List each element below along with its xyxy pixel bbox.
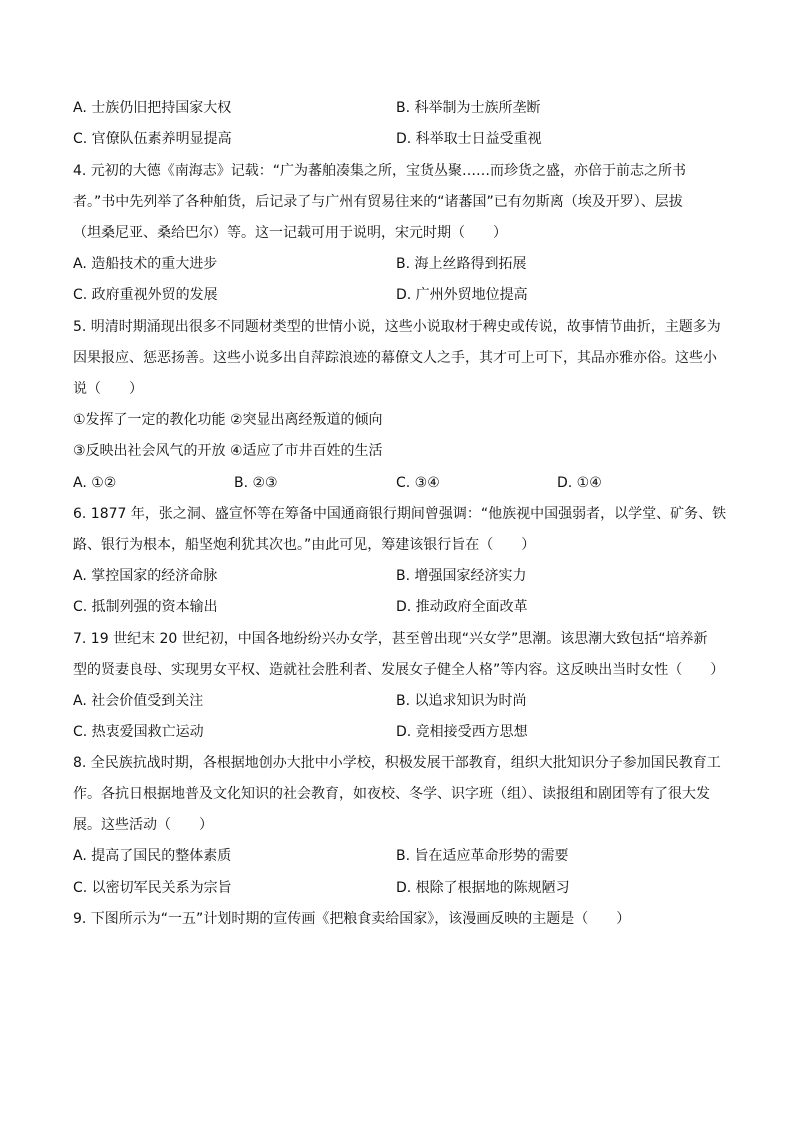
question-4-line-3: （坦桑尼亚、桑给巴尔）等。这一记载可用于说明，宋元时期（ ） (73, 225, 507, 241)
question-4-line-2: 者。”书中先列举了各种舶货，后记录了与广州有贸易往来的“诸蕃国”已有勿斯离（埃及开罗）、层拔 (73, 194, 683, 210)
question-6-option-c: C. 抵制列强的资本输出 (73, 599, 218, 615)
question-5-option-d: D. ①④ (557, 475, 602, 491)
question-5-line-1: 5. 明清时期涌现出很多不同题材类型的世情小说，这些小说取材于稗史或传说，故事情节曲折，主题多为 (73, 319, 721, 335)
question-6-line-2: 路、银行为根本，船坚炮利犹其次也。”由此可见，筹建该银行旨在（ ） (73, 537, 536, 553)
question-6-line-1: 6. 1877 年，张之洞、盛宣怀等在筹备中国通商银行期间曾强调：“他族视中国强弱者，以学堂、矿务、铁 (73, 506, 727, 522)
prev-option-b: B. 科举制为士族所垄断 (396, 100, 541, 116)
question-5-line-3: 说（ ） (73, 381, 143, 397)
question-7-line-2: 型的贤妻良母、实现男女平权、造就社会胜利者、发展女子健全人格”等内容。这反映出当时女性（ ） (73, 662, 725, 678)
question-8-option-c: C. 以密切军民关系为宗旨 (73, 880, 232, 896)
question-8-line-3: 展。这些活动（ ） (73, 817, 213, 833)
question-7-option-c: C. 热衷爱国救亡运动 (73, 724, 204, 740)
question-6-option-b: B. 增强国家经济实力 (396, 568, 527, 584)
prev-option-a: A. 士族仍旧把持国家大权 (73, 100, 232, 116)
question-7-option-d: D. 竞相接受西方思想 (396, 724, 528, 740)
question-7-line-1: 7. 19 世纪末 20 世纪初，中国各地纷纷兴办女学，甚至曾出现“兴女学”思潮。该思潮大致包括“培养新 (73, 631, 708, 647)
question-4-option-c: C. 政府重视外贸的发展 (73, 287, 218, 303)
question-7-option-b: B. 以追求知识为时尚 (396, 693, 527, 709)
question-6-option-a: A. 掌控国家的经济命脉 (73, 568, 218, 584)
prev-option-c: C. 官僚队伍素养明显提高 (73, 131, 232, 147)
question-5-statement-2: ③反映出社会风气的开放 ④适应了市井百姓的生活 (73, 443, 383, 459)
question-8-option-b: B. 旨在适应革命形势的需要 (396, 848, 569, 864)
question-4-option-a: A. 造船技术的重大进步 (73, 256, 218, 272)
question-5-line-2: 因果报应、惩恶扬善。这些小说多出自萍踪浪迹的幕僚文人之手，其才可上可下，其品亦雅亦俗。这些小 (73, 350, 717, 366)
prev-option-d: D. 科举取士日益受重视 (396, 131, 542, 147)
question-9-line-1: 9. 下图所示为“一五”计划时期的宣传画《把粮食卖给国家》，该漫画反映的主题是（ ） (73, 911, 631, 927)
question-8-line-2: 作。各抗日根据地普及文化知识的社会教育，如夜校、冬学、识字班（组）、读报组和剧团等有了很大发 (73, 786, 710, 802)
question-6-option-d: D. 推动政府全面改革 (396, 599, 528, 615)
question-8-option-a: A. 提高了国民的整体素质 (73, 848, 232, 864)
question-4-option-b: B. 海上丝路得到拓展 (396, 256, 527, 272)
question-4-option-d: D. 广州外贸地位提高 (396, 287, 528, 303)
question-4-line-1: 4. 元初的大德《南海志》记载：“广为蕃舶凑集之所，宝货丛聚……而珍货之盛，亦倍于前志之所书 (73, 163, 687, 179)
question-5-option-a: A. ①② (73, 475, 117, 491)
question-5-option-c: C. ③④ (396, 475, 440, 491)
question-5-statement-1: ①发挥了一定的教化功能 ②突显出离经叛道的倾向 (73, 412, 383, 428)
question-5-option-b: B. ②③ (234, 475, 278, 491)
question-7-option-a: A. 社会价值受到关注 (73, 693, 204, 709)
question-8-option-d: D. 根除了根据地的陈规陋习 (396, 880, 570, 896)
question-8-line-1: 8. 全民族抗战时期，各根据地创办大批中小学校，积极发展干部教育，组织大批知识分子参加国民教育工 (73, 755, 721, 771)
